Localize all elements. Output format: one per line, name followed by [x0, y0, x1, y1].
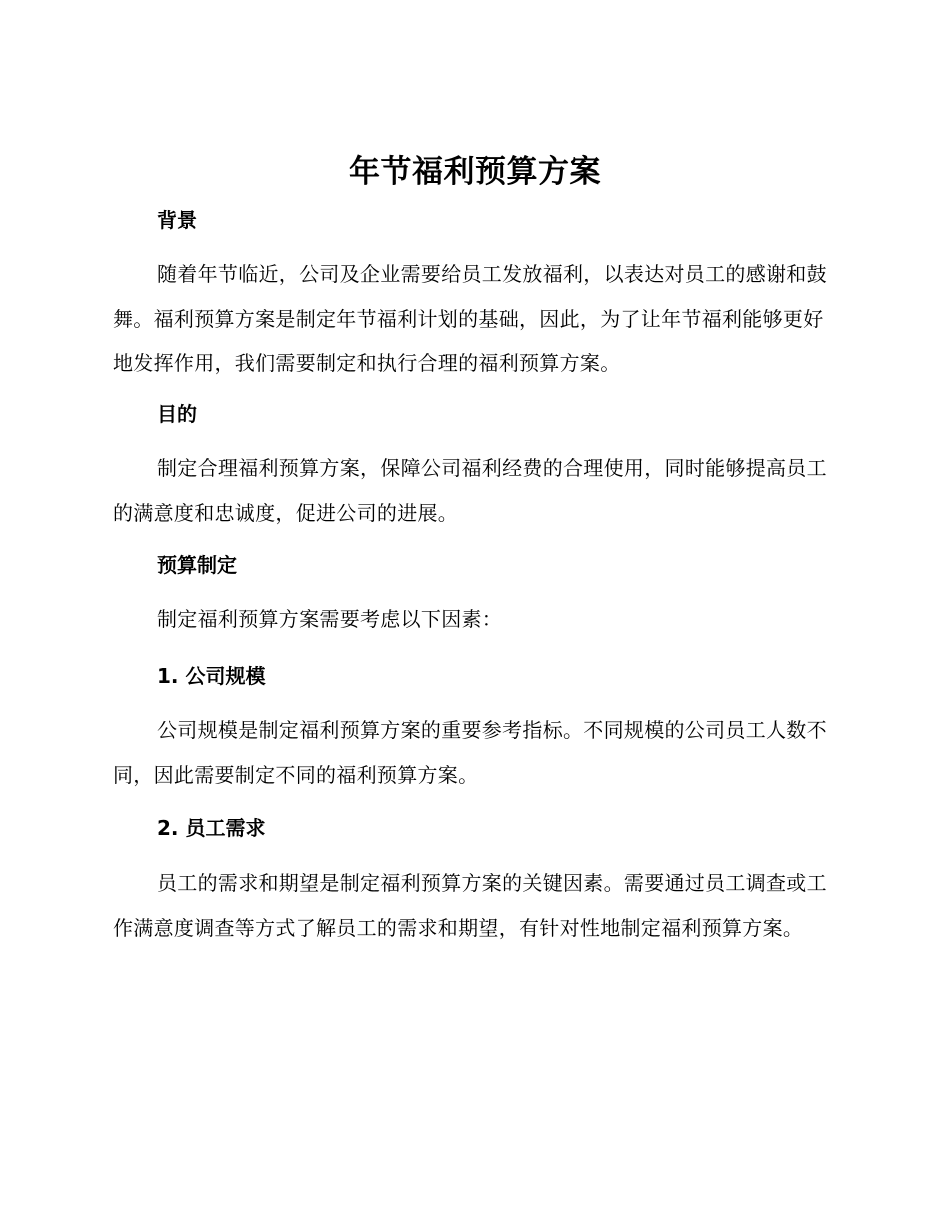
section-heading-background: 背景	[157, 208, 197, 232]
section-paragraph-company-size: 公司规模是制定福利预算方案的重要参考指标。不同规模的公司员工人数不同，因此需要制定不同的福利预算方案。	[113, 718, 827, 787]
section-paragraph-background: 随着年节临近，公司及企业需要给员工发放福利，以表达对员工的感谢和鼓舞。福利预算方案是制定年节福利计划的基础，因此，为了让年节福利能够更好地发挥作用，我们需要制定和执行合理的福利预算方案。	[113, 262, 827, 375]
section-heading-employee-needs: 2. 员工需求	[157, 816, 266, 840]
section-heading-company-size: 1. 公司规模	[157, 664, 266, 688]
page-title: 年节福利预算方案	[349, 154, 601, 190]
section-heading-budget: 预算制定	[157, 553, 237, 577]
section-paragraph-employee-needs: 员工的需求和期望是制定福利预算方案的关键因素。需要通过员工调查或工作满意度调查等方式了解员工的需求和期望，有针对性地制定福利预算方案。	[113, 871, 827, 940]
section-paragraph-purpose: 制定合理福利预算方案，保障公司福利经费的合理使用，同时能够提高员工的满意度和忠诚度，促进公司的进展。	[113, 456, 827, 525]
section-paragraph-budget: 制定福利预算方案需要考虑以下因素：	[157, 607, 503, 631]
section-heading-purpose: 目的	[157, 402, 197, 426]
